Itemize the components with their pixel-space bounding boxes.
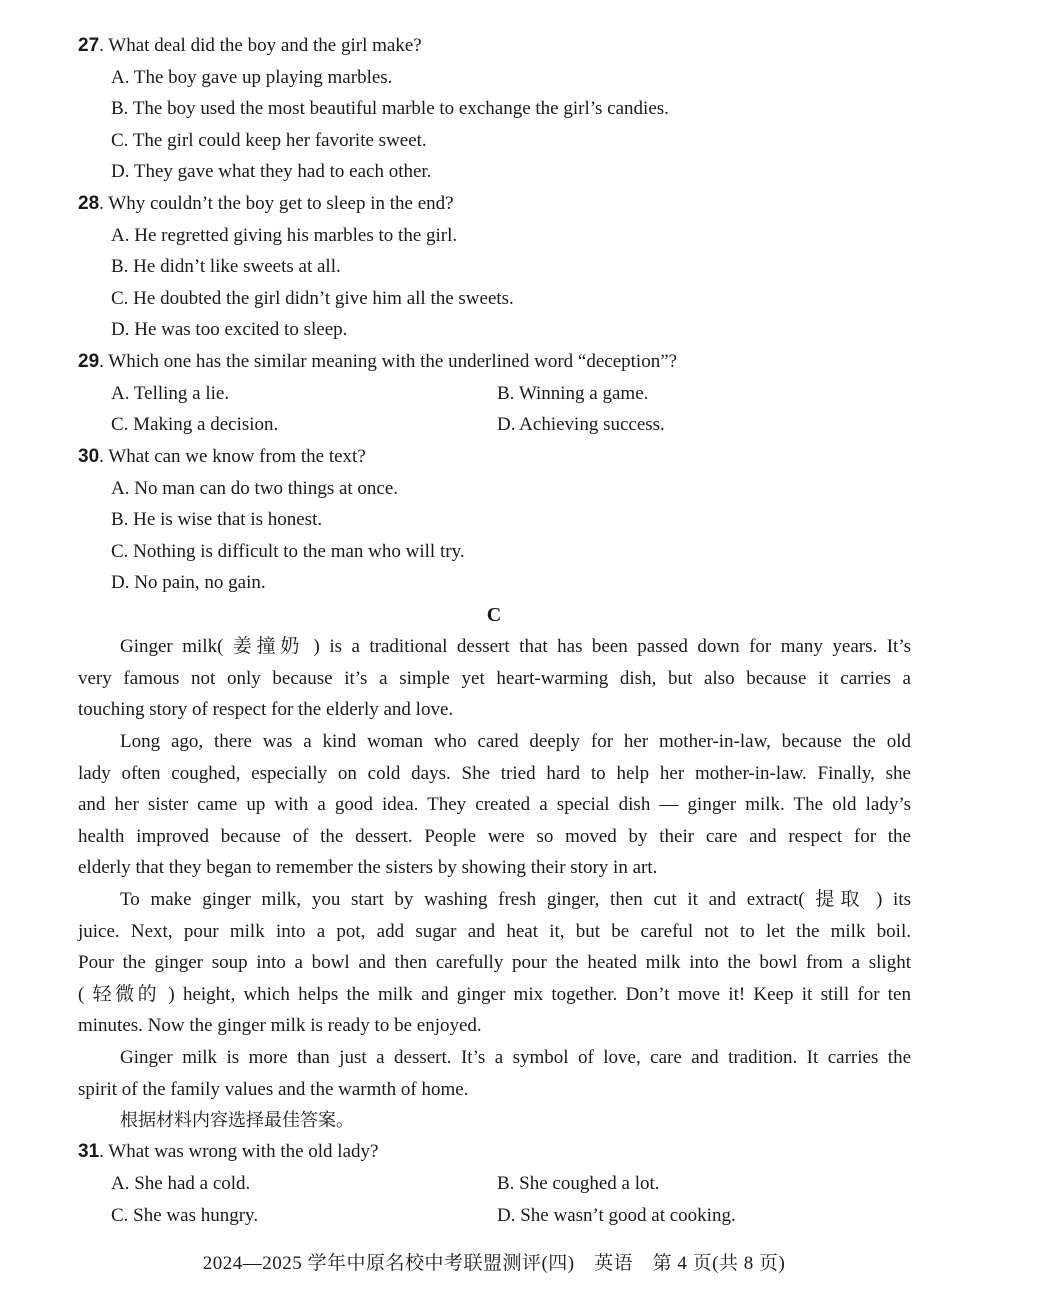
question-29 [78, 350, 677, 374]
option-d: D. They gave what they had to each other. [111, 161, 432, 182]
option-b: B. Winning a game. [497, 383, 649, 404]
option-b: B. The boy used the most beautiful marble to exchange the girl’s candies. [111, 98, 669, 119]
paragraph-line: ( 轻微的 ) height, which helps the milk and ginger mix together. Don’t move it! Keep it still for ten [78, 983, 911, 1005]
page-footer: 2024—2025 学年中原名校中考联盟测评(四) 英语 第 4 页(共 8 页) [202, 1253, 786, 1274]
question-text: . Why couldn’t the boy get to sleep in the end? [99, 193, 454, 214]
option-b: B. He didn’t like sweets at all. [111, 256, 341, 277]
paragraph-line: very famous not only because it’s a simple yet heart-warming dish, but also because it carries a [78, 667, 911, 689]
question-text: . Which one has the similar meaning with the underlined word “deception”? [99, 351, 678, 372]
option-c: C. Making a decision. [111, 414, 279, 435]
option-d: D. No pain, no gain. [111, 572, 266, 593]
paragraph-line: lady often coughed, especially on cold days. She tried hard to help her mother-in-law. Finally, she [78, 762, 911, 784]
paragraph-line: juice. Next, pour milk into a pot, add sugar and heat it, but be careful not to let the milk boil. [78, 920, 911, 942]
question-31 [78, 1140, 378, 1164]
question-27 [78, 34, 422, 58]
passage-paragraph [78, 726, 911, 884]
paragraph-line: Ginger milk( 姜撞奶 ) is a traditional dessert that has been passed down for many years. It’s [120, 636, 911, 657]
paragraph-line: health improved because of the dessert. People were so moved by their care and respect for the [78, 825, 911, 847]
option-b: B. He is wise that is honest. [111, 509, 323, 530]
option-c: C. The girl could keep her favorite sweet. [111, 130, 427, 151]
question-number: 28 [78, 193, 100, 214]
option-c: C. She was hungry. [111, 1205, 259, 1226]
option-c: C. Nothing is difficult to the man who will try. [111, 541, 465, 562]
question-text: . What deal did the boy and the girl make? [99, 35, 422, 56]
passage-paragraph [78, 631, 911, 726]
option-c: C. He doubted the girl didn’t give him all the sweets. [111, 288, 514, 309]
question-number: 29 [78, 351, 100, 372]
section-title: C [486, 604, 502, 626]
paragraph-line: Ginger milk is more than just a dessert. It’s a symbol of love, care and tradition. It carries the [120, 1047, 911, 1068]
paragraph-line: elderly that they began to remember the sisters by showing their story in art. [78, 857, 658, 879]
question-number: 31 [78, 1141, 100, 1162]
option-a: A. No man can do two things at once. [111, 478, 399, 499]
question-text: . What can we know from the text? [99, 446, 366, 467]
option-d: D. Achieving success. [497, 414, 665, 435]
option-b: B. She coughed a lot. [497, 1173, 660, 1194]
paragraph-line: and her sister came up with a good idea. They created a special dish — ginger milk. The old lady’s [78, 794, 911, 816]
question-number: 30 [78, 446, 100, 467]
option-a: A. She had a cold. [111, 1173, 251, 1194]
option-d: D. She wasn’t good at cooking. [497, 1205, 736, 1226]
question-30 [78, 445, 366, 469]
option-a: A. Telling a lie. [111, 383, 230, 404]
option-a: A. He regretted giving his marbles to the girl. [111, 225, 458, 246]
option-d: D. He was too excited to sleep. [111, 319, 348, 340]
paragraph-line: To make ginger milk, you start by washing fresh ginger, then cut it and extract( 提取 ) its [120, 889, 911, 910]
instruction-text: 根据材料内容选择最佳答案。 [120, 1110, 354, 1131]
passage-paragraph [78, 884, 911, 1042]
option-a: A. The boy gave up playing marbles. [111, 67, 393, 88]
paragraph-line: Pour the ginger soup into a bowl and then carefully pour the heated milk into the bowl from a slight [78, 952, 911, 974]
question-28 [78, 192, 454, 216]
paragraph-line: minutes. Now the ginger milk is ready to be enjoyed. [78, 1015, 482, 1037]
paragraph-line: Long ago, there was a kind woman who cared deeply for her mother-in-law, because the old [120, 731, 911, 752]
paragraph-line: spirit of the family values and the warmth of home. [78, 1078, 469, 1100]
question-number: 27 [78, 35, 100, 56]
paragraph-line: touching story of respect for the elderly and love. [78, 699, 454, 721]
question-text: . What was wrong with the old lady? [99, 1141, 379, 1162]
passage-paragraph [78, 1042, 911, 1105]
